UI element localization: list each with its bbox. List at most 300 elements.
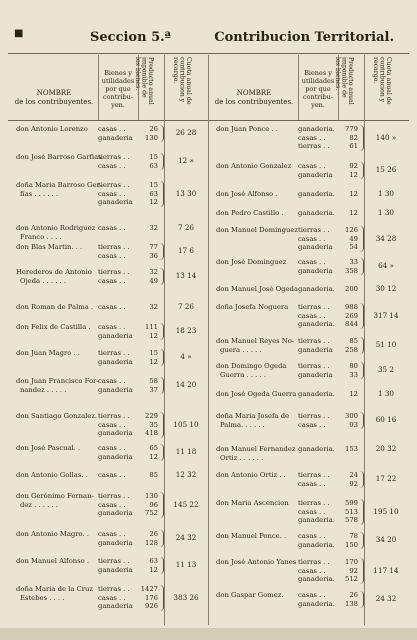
product-value: 170 [345, 558, 358, 566]
goods-item: casas . . [298, 162, 326, 170]
goods-item: casas . . [298, 566, 326, 575]
product-value: 32 [149, 303, 158, 311]
goods-item: casas . . [98, 323, 126, 331]
contributor-name [216, 226, 300, 235]
goods-item: tierras . . [98, 585, 130, 593]
document-title: Contribucion Territorial. [214, 30, 394, 45]
goods-item: ganaderia [298, 243, 333, 251]
contributor-name [16, 224, 100, 241]
product-values [338, 162, 358, 179]
brace-mark [360, 362, 364, 379]
goods-item: casas . . [298, 420, 326, 429]
product-value: 258 [345, 345, 358, 354]
quota-total: 17 6 [177, 246, 194, 256]
product-values [138, 323, 158, 340]
name-line: don Antonio Gollas. . [16, 471, 88, 479]
quota-total: 140 » [375, 132, 397, 142]
brace-mark [360, 499, 364, 525]
quota-total: 24 32 [375, 594, 397, 604]
brace-mark [160, 323, 164, 340]
product-values [338, 412, 358, 429]
brace-mark [360, 258, 364, 275]
brace-mark [360, 532, 364, 549]
goods-list [98, 125, 138, 142]
name-line: nandez . . . . . [20, 385, 67, 394]
name-line: don Juan Magro . . [16, 349, 81, 357]
quota-total: 117 14 [373, 565, 399, 575]
goods-item: casas . . [98, 444, 126, 452]
right-column-header [210, 55, 409, 119]
product-value: 12 [349, 170, 358, 179]
goods-list [298, 303, 338, 329]
quota-total: 7 26 [177, 223, 194, 232]
name-line: don Gaspar Gomez. [216, 591, 284, 599]
goods-item: casas . . [98, 377, 126, 385]
product-value: 12 [349, 190, 358, 198]
product-value: 63 [149, 557, 158, 565]
quota-total: 11 13 [175, 560, 197, 570]
brace-mark [360, 337, 364, 354]
product-value: 54 [349, 243, 358, 251]
goods-item: tierras . . [98, 181, 130, 189]
contributor-name [216, 303, 300, 312]
goods-list [298, 362, 338, 379]
product-values [338, 532, 358, 549]
name-line: don José Alfonso . [216, 190, 278, 198]
name-line: don Antonio Ortiz . . [216, 471, 286, 479]
page-footer-band [0, 628, 417, 640]
contributor-name [16, 243, 100, 252]
goods-list [298, 226, 338, 252]
name-line: don Gerónimo Fernan- [16, 492, 94, 500]
product-values [338, 258, 358, 275]
name-line: don Maria Ascencion [216, 499, 289, 507]
goods-item: tierras . . [298, 337, 330, 345]
name-line: don José Ogeda Guerra [216, 390, 297, 398]
product-value: 578 [345, 516, 358, 524]
name-line: Herederos de Antonio [16, 268, 92, 276]
product-value: 176 [145, 593, 158, 602]
name-line: don Pedro Castillo . [216, 209, 284, 217]
product-values [138, 125, 158, 142]
brace-mark [360, 162, 364, 179]
goods-item: ganaderia. [298, 285, 335, 293]
brace-mark [160, 585, 164, 611]
goods-item: tierras . . [298, 412, 330, 420]
product-value: 15 [149, 181, 158, 189]
contributor-name [216, 471, 300, 480]
quota-total: 317 14 [373, 310, 399, 320]
contributor-name [16, 471, 100, 480]
product-values [138, 492, 158, 518]
product-value: 96 [149, 500, 158, 509]
contributor-name [216, 558, 300, 567]
name-line: fías . . . . . . [20, 189, 59, 198]
contributor-name [216, 445, 300, 462]
goods-list [98, 303, 138, 312]
goods-list [98, 412, 138, 438]
product-value: 752 [145, 509, 158, 517]
goods-item: casas . . [298, 258, 326, 266]
name-line: don Manuel José Ogeda [216, 285, 298, 293]
goods-list [98, 224, 138, 233]
contributor-name [16, 530, 100, 539]
page-header [14, 28, 400, 52]
goods-list [98, 585, 138, 611]
quota-total: 1 30 [377, 208, 394, 217]
header-producto: Producto anual imponible de los bienes. [334, 57, 354, 105]
goods-item: casas . . [298, 591, 326, 599]
quota-total: 14 20 [175, 380, 197, 390]
quota-total: 383 26 [173, 592, 199, 602]
name-line: don Antonio Magro. . [16, 530, 89, 538]
name-line: don Blas Martin. . . [16, 243, 83, 251]
brace-mark [360, 591, 364, 608]
contributor-name [16, 377, 100, 394]
product-value: 150 [345, 540, 358, 549]
bullet-mark: ■ [14, 28, 24, 39]
brace-mark [160, 557, 164, 574]
goods-item: ganaderia. [298, 190, 335, 198]
name-line: guera . . . . . [220, 345, 262, 354]
product-value: 844 [345, 320, 358, 328]
quota-total: 195 10 [373, 506, 399, 516]
goods-item: tierras . . [98, 153, 130, 161]
name-line: Estebes . . . . [20, 593, 65, 602]
header-producto: Producto anual imponible de los bienes. [134, 57, 154, 105]
goods-list [98, 349, 138, 366]
contributor-name [16, 585, 100, 602]
quota-total: 20 32 [375, 444, 397, 453]
name-line: don Domingo Ogeda [216, 362, 287, 370]
product-value: 36 [149, 251, 158, 260]
goods-item: casas . . [98, 500, 126, 509]
header-cuota: Cuota anual de contribucion y recargo. [172, 57, 192, 105]
name-line: don José Antonio Yanes [216, 558, 297, 566]
product-value: 126 [345, 226, 358, 234]
product-values [138, 243, 158, 260]
contributor-name [216, 499, 300, 508]
goods-item: casas . . [298, 133, 326, 142]
product-values [338, 390, 358, 399]
goods-item: ganaderia. [298, 516, 335, 524]
product-value: 12 [349, 209, 358, 217]
contributor-name [216, 162, 300, 171]
product-value: 33 [349, 370, 358, 379]
product-value: 358 [345, 266, 358, 275]
contributor-name [216, 209, 300, 218]
goods-list [298, 471, 338, 488]
section-title: Seccion 5.ª [90, 30, 171, 45]
product-values [138, 412, 158, 438]
goods-list [98, 243, 138, 260]
name-line: Palma. . . . . . [220, 420, 265, 429]
product-values [338, 558, 358, 584]
goods-item: tierras . . [298, 471, 330, 479]
goods-list [298, 591, 338, 608]
quota-total: 4 » [180, 352, 192, 362]
product-value: 1427 [140, 585, 158, 593]
goods-item: ganaderia [98, 509, 133, 517]
brace-mark [160, 492, 164, 518]
goods-item: casas . . [98, 251, 126, 260]
product-value: 77 [149, 243, 158, 251]
goods-list [298, 209, 338, 218]
goods-item: ganaderia [98, 385, 133, 394]
contributor-name [16, 444, 100, 453]
quota-total: 12 32 [175, 470, 197, 479]
brace-mark [360, 125, 364, 151]
product-values [338, 190, 358, 199]
goods-item: tierras . . [298, 142, 330, 150]
product-value: 65 [149, 444, 158, 452]
name-line: don José Pascual. . [16, 444, 81, 452]
goods-list [98, 323, 138, 340]
goods-list [298, 337, 338, 354]
contributor-name [16, 323, 100, 332]
product-value: 49 [149, 276, 158, 285]
quota-total: 145 22 [173, 499, 199, 509]
goods-list [98, 153, 138, 170]
brace-mark [160, 444, 164, 461]
product-value: 85 [349, 337, 358, 345]
quota-total: 13 30 [175, 188, 197, 198]
quota-total: 30 12 [375, 284, 397, 293]
goods-item: ganaderia [98, 538, 133, 547]
name-line: don Manuel Reyes No- [216, 337, 295, 345]
name-line: don José Dominguez [216, 258, 287, 266]
goods-item: casas . . [98, 161, 126, 170]
goods-item: ganaderia [298, 266, 333, 275]
brace-mark [160, 412, 164, 438]
product-values [338, 209, 358, 218]
goods-item: ganaderia. [298, 540, 335, 549]
product-value: 130 [145, 133, 158, 142]
name-line: doña Maria Barroso Ger- [16, 181, 103, 189]
product-values [338, 362, 358, 379]
product-value: 32 [149, 268, 158, 276]
contributor-name [216, 337, 300, 354]
goods-list [298, 558, 338, 584]
goods-item: ganaderia [298, 170, 333, 179]
product-value: 138 [345, 599, 358, 608]
name-line: don Juan Ponce . . [216, 125, 278, 133]
product-values [338, 285, 358, 294]
goods-item: ganaderia [98, 565, 133, 574]
brace-mark [360, 303, 364, 329]
contributor-name [216, 258, 300, 267]
quota-total: 18 23 [175, 326, 197, 336]
product-value: 12 [149, 452, 158, 461]
product-values [338, 226, 358, 252]
contributor-name [216, 390, 300, 399]
goods-item: ganaderia [98, 331, 133, 340]
name-line: dez . . . . . . [20, 500, 58, 509]
goods-list [98, 471, 138, 480]
contributor-name [216, 125, 300, 134]
goods-item: ganaderia. [298, 125, 335, 133]
product-value: 128 [145, 538, 158, 547]
product-values [138, 530, 158, 547]
name-line: Ortiz . . . . . . [220, 453, 264, 462]
product-value: 49 [349, 234, 358, 243]
goods-item: casas . . [98, 189, 126, 198]
name-line: don José Barroso Garfias [16, 153, 102, 161]
brace-mark [160, 377, 164, 394]
goods-list [298, 499, 338, 525]
contributor-name [216, 532, 300, 541]
goods-item: casas . . [98, 530, 126, 538]
product-value: 130 [145, 492, 158, 500]
quota-total: 7 26 [177, 302, 194, 311]
product-value: 85 [149, 471, 158, 479]
goods-item: casas . . [98, 420, 126, 429]
goods-list [298, 390, 338, 399]
quota-total: 26 28 [175, 128, 197, 138]
brace-mark [360, 226, 364, 252]
goods-list [298, 125, 338, 151]
header-bienes: Bienes y utilidades por que contribu- yen. [101, 69, 135, 109]
product-value: 599 [345, 499, 358, 507]
right-column [210, 55, 409, 608]
name-line: doña Maria de la Cruz [16, 585, 94, 593]
product-values [138, 471, 158, 480]
product-values [338, 591, 358, 608]
product-values [138, 585, 158, 611]
goods-item: tierras . . [298, 499, 330, 507]
quota-total: 24 32 [175, 533, 197, 543]
goods-list [98, 530, 138, 547]
product-value: 111 [145, 323, 158, 331]
goods-item: ganaderia. [298, 599, 335, 608]
goods-item: ganaderia [298, 345, 333, 354]
name-line: don Antonio Lorenzo [16, 125, 88, 133]
product-values [138, 268, 158, 285]
goods-item: casas . . [98, 593, 126, 602]
product-value: 92 [349, 479, 358, 488]
brace-mark [160, 153, 164, 170]
product-value: 92 [349, 162, 358, 170]
product-value: 26 [349, 591, 358, 599]
goods-item: ganaderia. [298, 390, 335, 398]
product-values [138, 377, 158, 394]
product-value: 513 [345, 507, 358, 516]
goods-item: ganaderia [98, 133, 133, 142]
goods-list [298, 285, 338, 294]
name-line: don Roman de Palma . [16, 303, 94, 311]
center-divider [208, 55, 209, 625]
product-value: 12 [149, 565, 158, 574]
contributor-name [16, 492, 100, 509]
product-values [138, 303, 158, 312]
contributor-name [16, 557, 100, 566]
product-value: 512 [345, 575, 358, 583]
goods-item: casas . . [98, 471, 126, 479]
name-line: doña Maria Josefa de [216, 412, 290, 420]
quota-total: 15 26 [375, 165, 397, 175]
product-value: 269 [345, 311, 358, 320]
product-values [138, 153, 158, 170]
contributor-name [16, 181, 103, 198]
brace-mark [160, 125, 164, 142]
goods-item: tierras . . [98, 557, 130, 565]
product-values [338, 471, 358, 488]
goods-item: tierras . . [98, 492, 130, 500]
product-values [338, 125, 358, 151]
left-column [10, 55, 209, 610]
contributor-name [16, 125, 100, 134]
name-line: don Manuel Ponce. . [216, 532, 287, 540]
goods-list [98, 444, 138, 461]
contributor-name [16, 268, 100, 285]
goods-list [98, 268, 138, 285]
name-line: don Manuel Fernandez [216, 445, 296, 453]
quota-total: 13 14 [175, 271, 197, 281]
name-line: Guerra . . . . . [220, 370, 266, 379]
product-values [138, 557, 158, 574]
product-value: 300 [345, 412, 358, 420]
goods-item: ganaderia [98, 452, 133, 461]
goods-item: tierras . . [98, 243, 130, 251]
goods-item: casas . . [298, 234, 326, 243]
product-value: 61 [349, 142, 358, 150]
product-value: 200 [345, 285, 358, 293]
product-value: 12 [149, 357, 158, 366]
name-line: don Manuel Dominguez [216, 226, 298, 234]
product-value: 35 [149, 420, 158, 429]
product-value: 12 [149, 331, 158, 340]
goods-item: casas . . [298, 479, 326, 488]
product-value: 63 [149, 161, 158, 170]
product-value: 418 [145, 429, 158, 437]
right-col-divider-3 [364, 55, 365, 625]
goods-item: tierras . . [298, 558, 330, 566]
product-values [338, 303, 358, 329]
brace-mark [160, 268, 164, 285]
contributor-name [216, 591, 300, 600]
goods-list [98, 377, 138, 394]
goods-item: ganaderia. [298, 445, 335, 453]
product-value: 26 [149, 530, 158, 538]
goods-list [298, 190, 338, 199]
product-value: 37 [149, 385, 158, 394]
quota-total: 17 22 [375, 474, 397, 484]
name-line: don Antonio Rodriguez [16, 224, 96, 232]
quota-total: 12 » [178, 156, 194, 166]
goods-list [98, 557, 138, 574]
product-value: 92 [349, 566, 358, 575]
goods-item: tierras . . [98, 412, 130, 420]
product-value: 32 [149, 224, 158, 232]
product-value: 779 [345, 125, 358, 133]
header-name: NOMBRE de los contribuyentes. [214, 89, 294, 106]
quota-total: 34 28 [375, 233, 397, 243]
name-line: don Felix de Castilla . [16, 323, 91, 331]
quota-total: 60 16 [375, 415, 397, 425]
product-values [338, 337, 358, 354]
quota-total: 35 2 [377, 365, 394, 375]
goods-item: casas . . [98, 276, 126, 285]
product-value: 12 [349, 390, 358, 398]
name-line: don Antonio Gonzalez [216, 162, 292, 170]
product-value: 24 [349, 471, 358, 479]
name-line: Ojeda . . . . . . [20, 276, 67, 285]
product-value: 229 [145, 412, 158, 420]
goods-item: tierras . . [298, 362, 330, 370]
name-line: Franco . . . . [20, 232, 62, 241]
product-value: 63 [149, 189, 158, 198]
contributor-name [216, 190, 300, 199]
